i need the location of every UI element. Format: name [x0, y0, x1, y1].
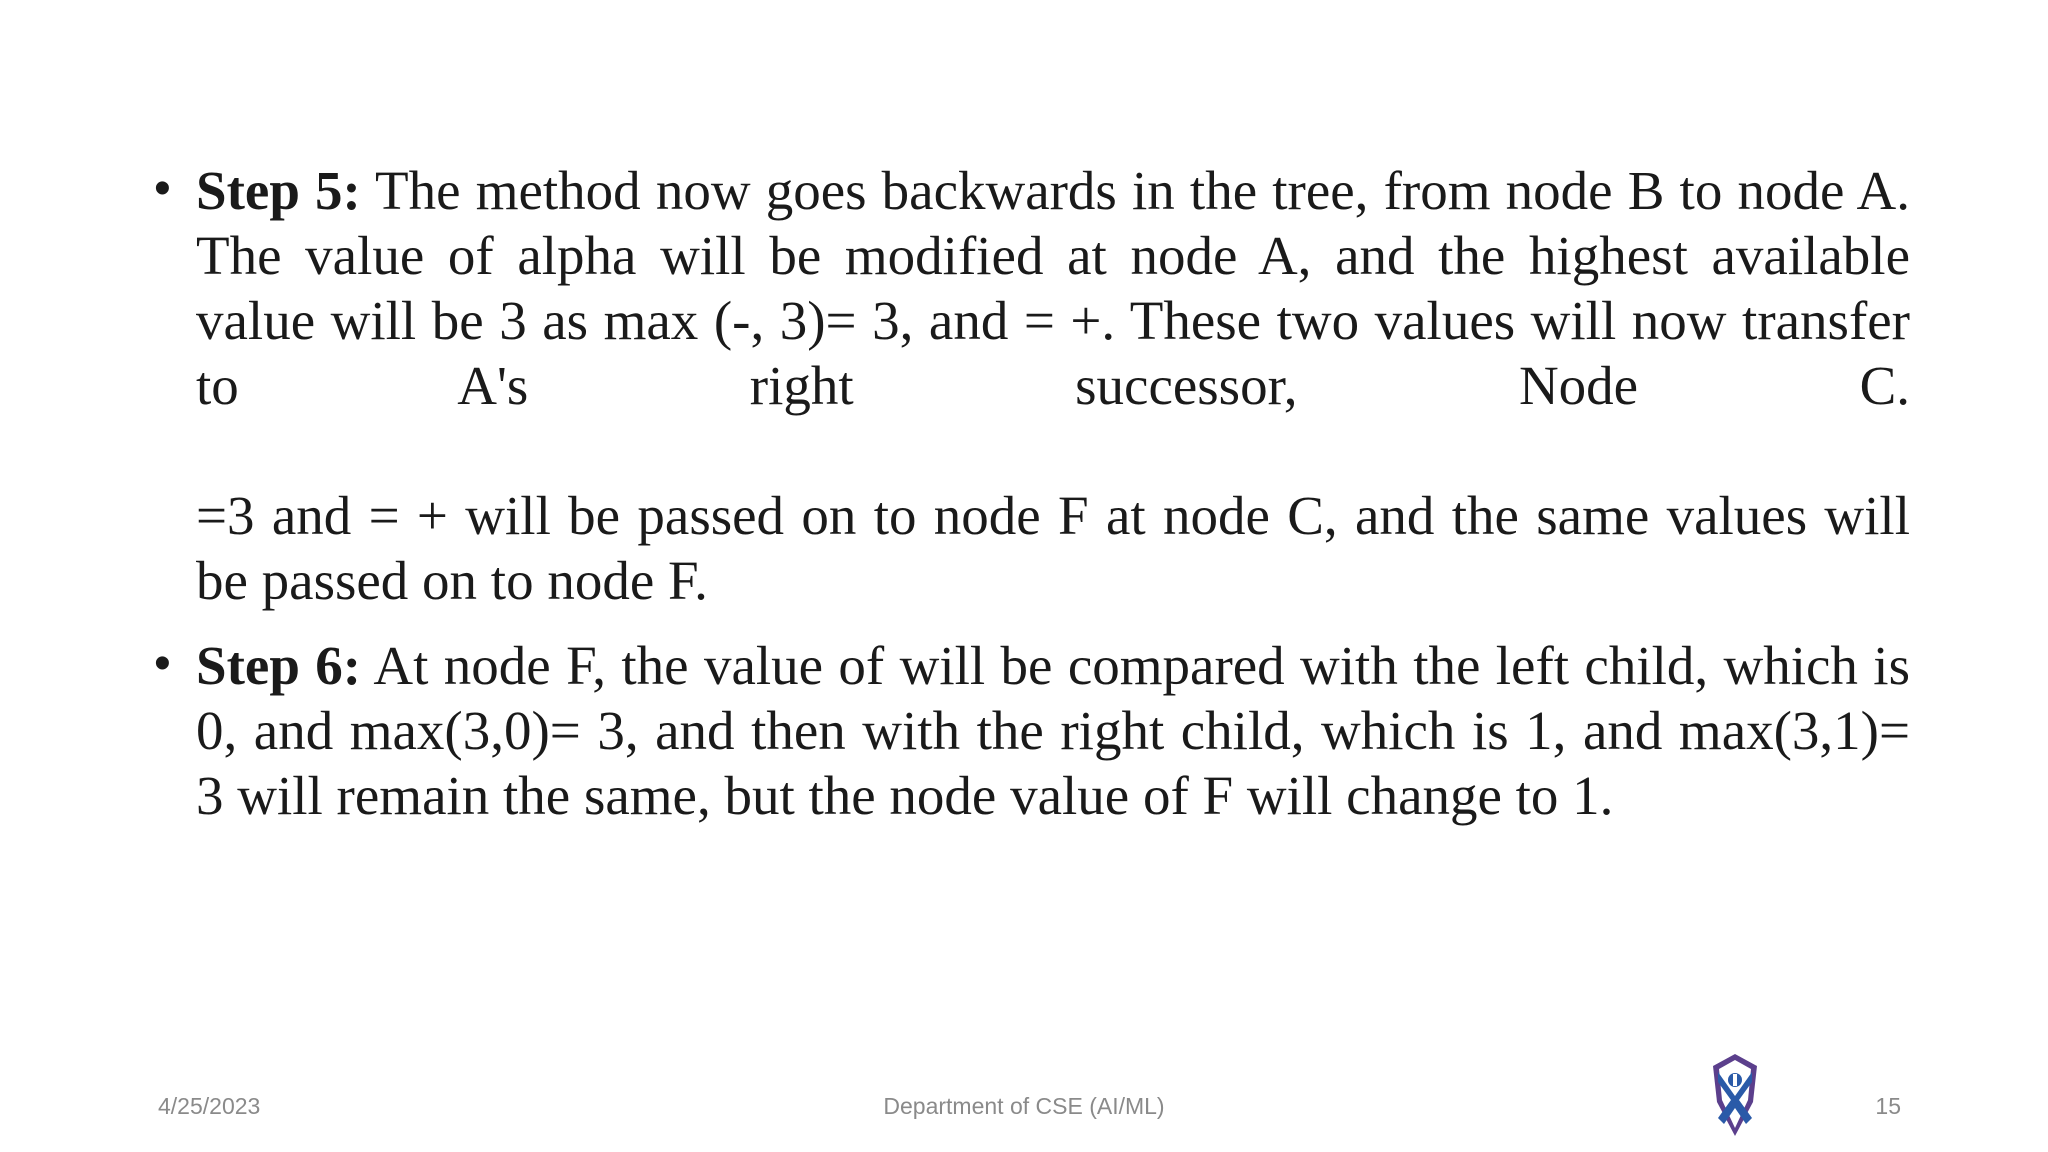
step-6-label: Step 6: — [196, 635, 362, 696]
footer-date: 4/25/2023 — [158, 1093, 261, 1119]
paragraph-gap — [196, 418, 1910, 483]
step-6-text: At node F, the value of will be compared with the left child, which is 0, and max(3,0)= 3, and then with the right child, which is 1, and max(3,1)= 3 will remain the same, but the node value of F will change to 1. — [196, 635, 1910, 826]
footer-page-number: 15 — [1875, 1093, 1901, 1119]
bullet-dot: • — [154, 637, 171, 690]
bullet-step-5 — [154, 158, 1910, 613]
step-6-paragraph — [196, 633, 1910, 828]
step-5-text: The method now goes backwards in the tree, from node B to node A. The value of alpha will be modified at node A, and the highest available value will be 3 as max (-, 3)= 3, and = +. These two values will now transfer to A's right successor, Node C. — [196, 160, 1910, 416]
bullet-step-6 — [154, 633, 1910, 828]
step-5-paragraph — [196, 158, 1910, 418]
slide-body — [154, 158, 1910, 828]
bullet-dot: • — [154, 162, 171, 215]
step-5-label: Step 5: — [196, 160, 361, 221]
footer-department: Department of CSE (AI/ML) — [883, 1093, 1165, 1119]
institution-logo-icon — [1710, 1052, 1760, 1138]
step-5-continuation: =3 and = + will be passed on to node F at node C, and the same values will be passed on to node F. — [196, 485, 1910, 611]
